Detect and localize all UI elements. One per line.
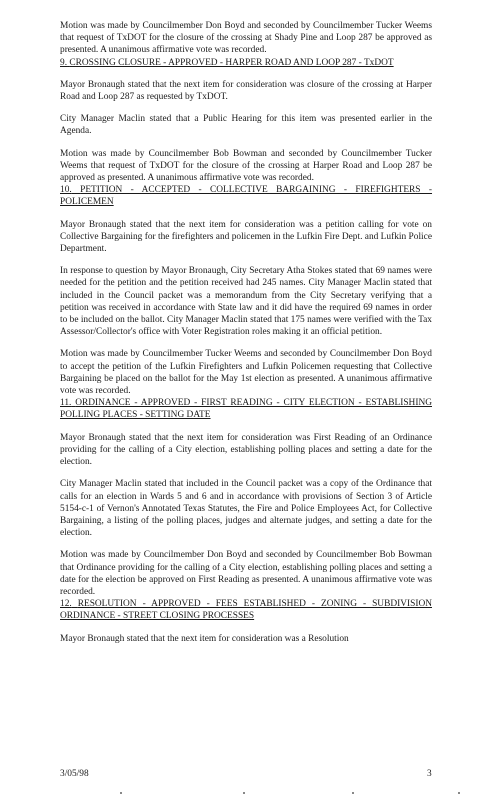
paragraph: Mayor Bronaugh stated that the next item for consideration was a petition calling for vote on Collective Bargaining for the firefighters and policemen in the Lufkin Fire Dept. and Lufkin Police Department.: [60, 219, 432, 255]
section-title: RESOLUTION - APPROVED - FEES ESTABLISHED - ZONING - SUBDIVISION ORDINANCE - STREET CLOSING PROCESSES: [60, 599, 432, 622]
section-heading: [60, 598, 432, 622]
section-number: 11.: [60, 398, 72, 409]
scan-mark: [120, 792, 122, 794]
paragraph: Mayor Bronaugh stated that the next item for consideration was First Reading of an Ordinance providing for the calling of a City election, establishing polling places and setting a date for the election.: [60, 432, 432, 468]
section-title: PETITION - ACCEPTED - COLLECTIVE BARGAINING - FIREFIGHTERS - POLICEMEN: [60, 185, 433, 208]
section-heading: [60, 57, 432, 69]
section-number: 9.: [60, 57, 68, 68]
section-number: 10.: [60, 185, 72, 196]
footer-date: 3/05/98: [60, 769, 89, 779]
paragraph: Mayor Bronaugh stated that the next item for consideration was closure of the crossing at Harper Road and Loop 287 as requested by TxDOT.: [60, 79, 432, 103]
scan-mark: [243, 792, 245, 794]
scan-mark: [458, 792, 460, 794]
paragraph: In response to question by Mayor Bronaugh, City Secretary Atha Stokes stated that 69 names were needed for the petition and the petition received had 245 names. City Manager Maclin stated that included in the Council packet was a memorandum from the City Secretary verifying that a petition was received in accordance with State law and it did have the required 69 names in order to be included on the ballot. City Manager Maclin stated that 175 names were verified with the Tax Assessor/Collector's office with Voter Registration roles making it an official petition.: [60, 266, 432, 338]
section-number: 12.: [60, 599, 72, 610]
section-heading: [60, 184, 432, 208]
document-body: [60, 20, 432, 645]
section-title: ORDINANCE - APPROVED - FIRST READING - CITY ELECTION - ESTABLISHING POLLING PLACES - SETTING DATE: [60, 398, 432, 421]
section-heading: [60, 397, 432, 421]
paragraph: Motion was made by Councilmember Bob Bowman and seconded by Councilmember Tucker Weems that request of TxDOT for the closure of the crossing at Harper Road and Loop 287 be approved as presented. A unanimous affirmative vote was recorded.: [60, 148, 432, 184]
paragraph: City Manager Maclin stated that a Public Hearing for this item was presented earlier in the Agenda.: [60, 114, 432, 137]
section-title: CROSSING CLOSURE - APPROVED - HARPER ROAD AND LOOP 287 - TxDOT: [69, 57, 394, 68]
paragraph: Motion was made by Councilmember Don Boyd and seconded by Councilmember Tucker Weems that request of TxDOT for the closure of the crossing at Shady Pine and Loop 287 be approved as presented. A unanimous affirmative vote was recorded.: [60, 21, 432, 56]
paragraph: Motion was made by Councilmember Don Boyd and seconded by Councilmember Bob Bowman that Ordinance providing for the calling of a City election, establishing polling places and setting a date for the election be approved on First Reading as presented. A unanimous affirmative vote was recorded.: [60, 550, 432, 597]
scan-mark: [352, 792, 354, 794]
paragraph: City Manager Maclin stated that included in the Council packet was a copy of the Ordinance that calls for an election in Wards 5 and 6 and in accordance with provisions of Section 3 of Article 5154-c-1 of Vernon's Annotated Texas Statutes, the Fire and Police Employees Act, for Collective Bargaining, a listing of the polling places, judges and alternate judges, and setting a date for the election.: [60, 479, 432, 539]
paragraph: Mayor Bronaugh stated that the next item for consideration was a Resolution: [60, 633, 349, 644]
page-number: 3: [427, 769, 432, 779]
paragraph: Motion was made by Councilmember Tucker Weems and seconded by Councilmember Don Boyd to accept the petition of the Lufkin Firefighters and Lufkin Policemen requesting that Collective Bargaining be placed on the ballot for the May 1st election as presented. A unanimous affirmative vote was recorded.: [60, 349, 432, 397]
